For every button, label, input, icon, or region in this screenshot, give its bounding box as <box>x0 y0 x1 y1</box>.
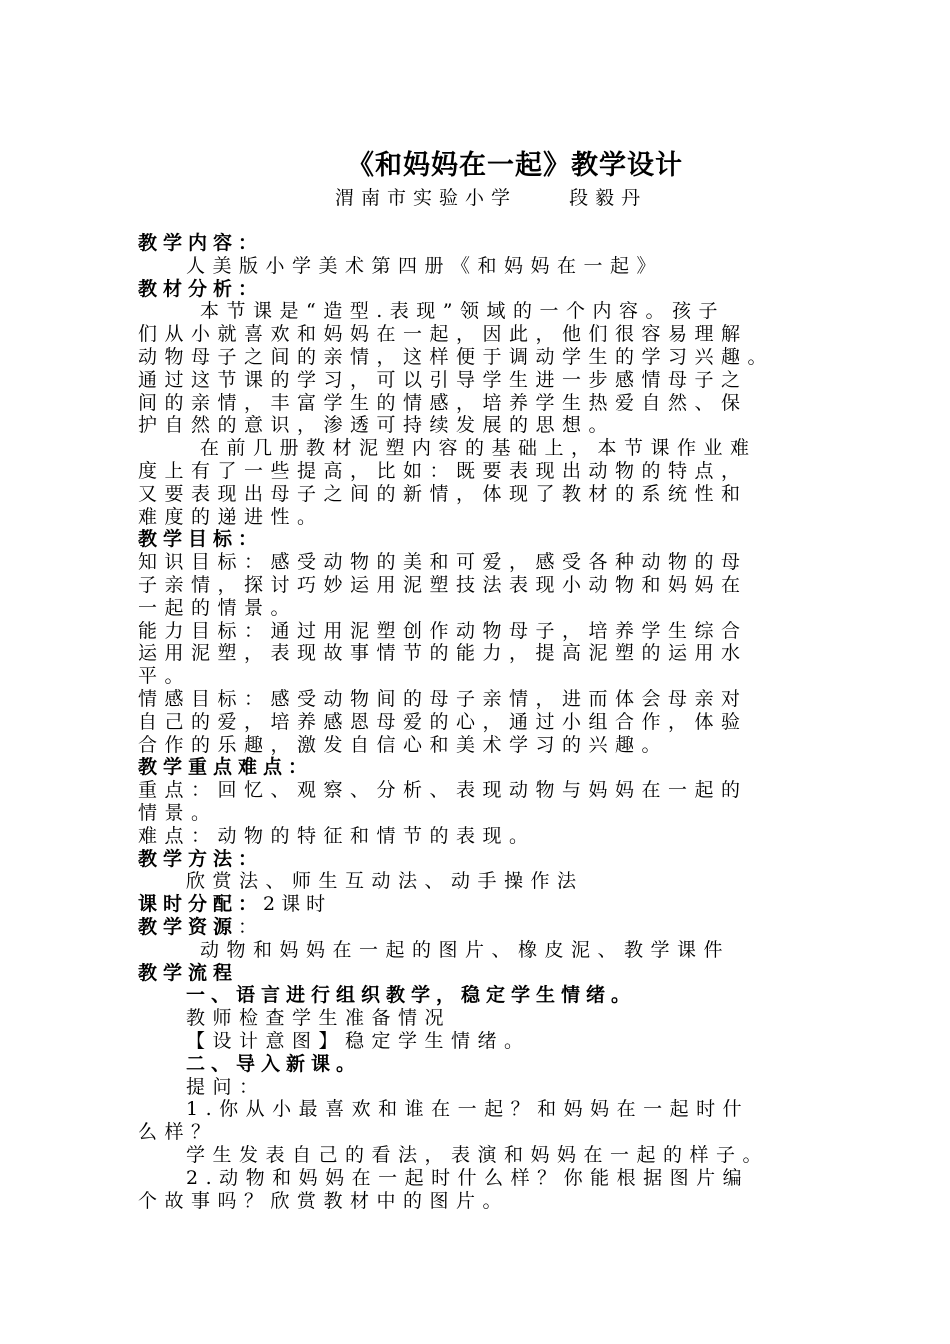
line-text: 能力目标：通过用泥塑创作动物母子，培养学生综合 <box>138 619 748 642</box>
line-text: 运用泥塑，表现故事情节的能力，提高泥塑的运用水 <box>138 642 748 665</box>
line-text: 合作的乐趣，激发自信心和美术学习的兴趣。 <box>138 733 669 756</box>
body-text-line <box>138 483 838 506</box>
line-text: 人美版小学美术第四册《和妈妈在一起》 <box>186 254 664 277</box>
body-text-line <box>138 597 838 620</box>
line-text: 么样？ <box>138 1121 218 1144</box>
body-text-line <box>138 665 838 688</box>
line-text: 动物和妈妈在一起的图片、橡皮泥、教学课件 <box>200 938 731 961</box>
body-text-line <box>138 1144 886 1167</box>
line-text: 教学重点难点： <box>138 756 314 779</box>
line-text: 一、语言进行组织教学，稳定学生情绪。 <box>186 984 637 1007</box>
body-text-line <box>138 437 900 460</box>
section-heading <box>138 528 838 551</box>
section-heading <box>138 1053 886 1076</box>
body-text-line <box>138 551 838 574</box>
body-text-line <box>138 1167 886 1190</box>
body-text-line <box>138 620 838 643</box>
line-text: 护自然的意识，渗透可持续发展的思想。 <box>138 414 616 437</box>
line-text: 又要表现出母子之间的新情，体现了教材的系统性和 <box>138 482 748 505</box>
line-text: 自己的爱，培养感恩母爱的心，通过小组合作，体验 <box>138 710 748 733</box>
section-heading <box>138 984 886 1007</box>
line-text: 欣赏法、师生互动法、动手操作法 <box>186 870 584 893</box>
body-text-line <box>138 688 838 711</box>
document-title: 《和妈妈在一起》教学设计 <box>347 150 683 181</box>
line-text: 教学方法： <box>138 847 264 870</box>
line-text: 教学资源 <box>138 916 239 938</box>
body-text-line <box>138 1030 886 1053</box>
body-text-line <box>138 392 838 415</box>
line-text: 通过这节课的学习，可以引导学生进一步感情母子之 <box>138 368 748 391</box>
body-text-line <box>138 300 900 323</box>
line-text: 本节课是“造型.表现”领域的一个内容。孩子 <box>200 300 725 323</box>
body-text-line <box>138 779 838 802</box>
line-text: 【设计意图】稳定学生情绪。 <box>186 1030 531 1052</box>
line-text: 提问： <box>186 1075 266 1098</box>
line-text: 一起的情景。 <box>138 596 298 619</box>
body-text-line <box>138 1190 838 1213</box>
line-text: 教师检查学生准备情况 <box>186 1007 452 1030</box>
body-text-line <box>138 369 838 392</box>
line-text: 教学流程 <box>138 961 239 984</box>
body-text-line <box>138 414 838 437</box>
body-text-line <box>138 460 838 483</box>
line-text: 度上有了一些提高，比如：既要表现出动物的特点， <box>138 460 748 482</box>
line-text: 平。 <box>138 665 192 688</box>
section-heading <box>138 848 838 871</box>
line-text: 在前几册教材泥塑内容的基础上，本节课作业难 <box>200 437 757 460</box>
body-text-line <box>138 711 838 734</box>
body-text-line <box>138 939 900 962</box>
body-text-line <box>138 642 838 665</box>
body-text-line <box>138 1121 838 1144</box>
body-text-line <box>138 1098 886 1121</box>
line-text: 间的亲情，丰富学生的情感，培养学生热爱自然、保 <box>138 391 748 414</box>
body-text-line <box>138 574 838 597</box>
line-text: 子亲情，探讨巧妙运用泥塑技法表现小动物和妈妈在 <box>138 574 748 596</box>
body-text-line <box>138 1007 886 1030</box>
line-text: 情景。 <box>138 802 218 824</box>
line-text: 二、导入新课。 <box>186 1052 362 1075</box>
line-text: 教学内容： <box>138 232 264 254</box>
body-text-line <box>138 802 838 825</box>
line-text: 重点：回忆、观察、分析、表现动物与妈妈在一起的 <box>138 779 748 802</box>
line-text: 教学目标： <box>138 528 264 551</box>
line-text: 知识目标：感受动物的美和可爱，感受各种动物的母 <box>138 551 748 574</box>
line-text: 难度的递进性。 <box>138 505 324 528</box>
line-text: 难点：动物的特征和情节的表现。 <box>138 824 536 847</box>
line-text: 教材分析： <box>138 277 264 300</box>
line-text: 1.你从小最喜欢和谁在一起？和妈妈在一起时什 <box>186 1098 750 1121</box>
section-heading <box>138 756 838 779</box>
body-text-line <box>138 825 838 848</box>
body-text-line <box>138 255 886 278</box>
section-heading <box>138 916 838 939</box>
body-text-line <box>138 1076 886 1099</box>
line-text: 情感目标：感受动物间的母子亲情，进而体会母亲对 <box>138 688 748 710</box>
body-text-line <box>138 870 886 893</box>
body-text-line <box>138 734 838 757</box>
line-suffix: ： <box>238 916 264 938</box>
body-text-line <box>138 346 838 369</box>
section-heading <box>138 232 838 255</box>
line-text: 动物母子之间的亲情，这样便于调动学生的学习兴趣。 <box>138 346 775 368</box>
line-suffix: 2课时 <box>263 893 332 916</box>
section-heading <box>138 278 838 301</box>
line-text: 们从小就喜欢和妈妈在一起，因此，他们很容易理解 <box>138 323 748 346</box>
line-text: 个故事吗？欣赏教材中的图片。 <box>138 1189 510 1212</box>
author-line: 渭南市实验小学 段毅丹 <box>335 187 648 209</box>
body-text-line <box>138 323 838 346</box>
line-text: 学生发表自己的看法，表演和妈妈在一起的样子。 <box>186 1144 770 1166</box>
line-text: 课时分配： <box>138 893 264 916</box>
section-heading <box>138 962 838 985</box>
line-text: 2.动物和妈妈在一起时什么样？你能根据图片编 <box>186 1166 750 1189</box>
body-text-line <box>138 506 838 529</box>
section-heading <box>138 893 838 916</box>
